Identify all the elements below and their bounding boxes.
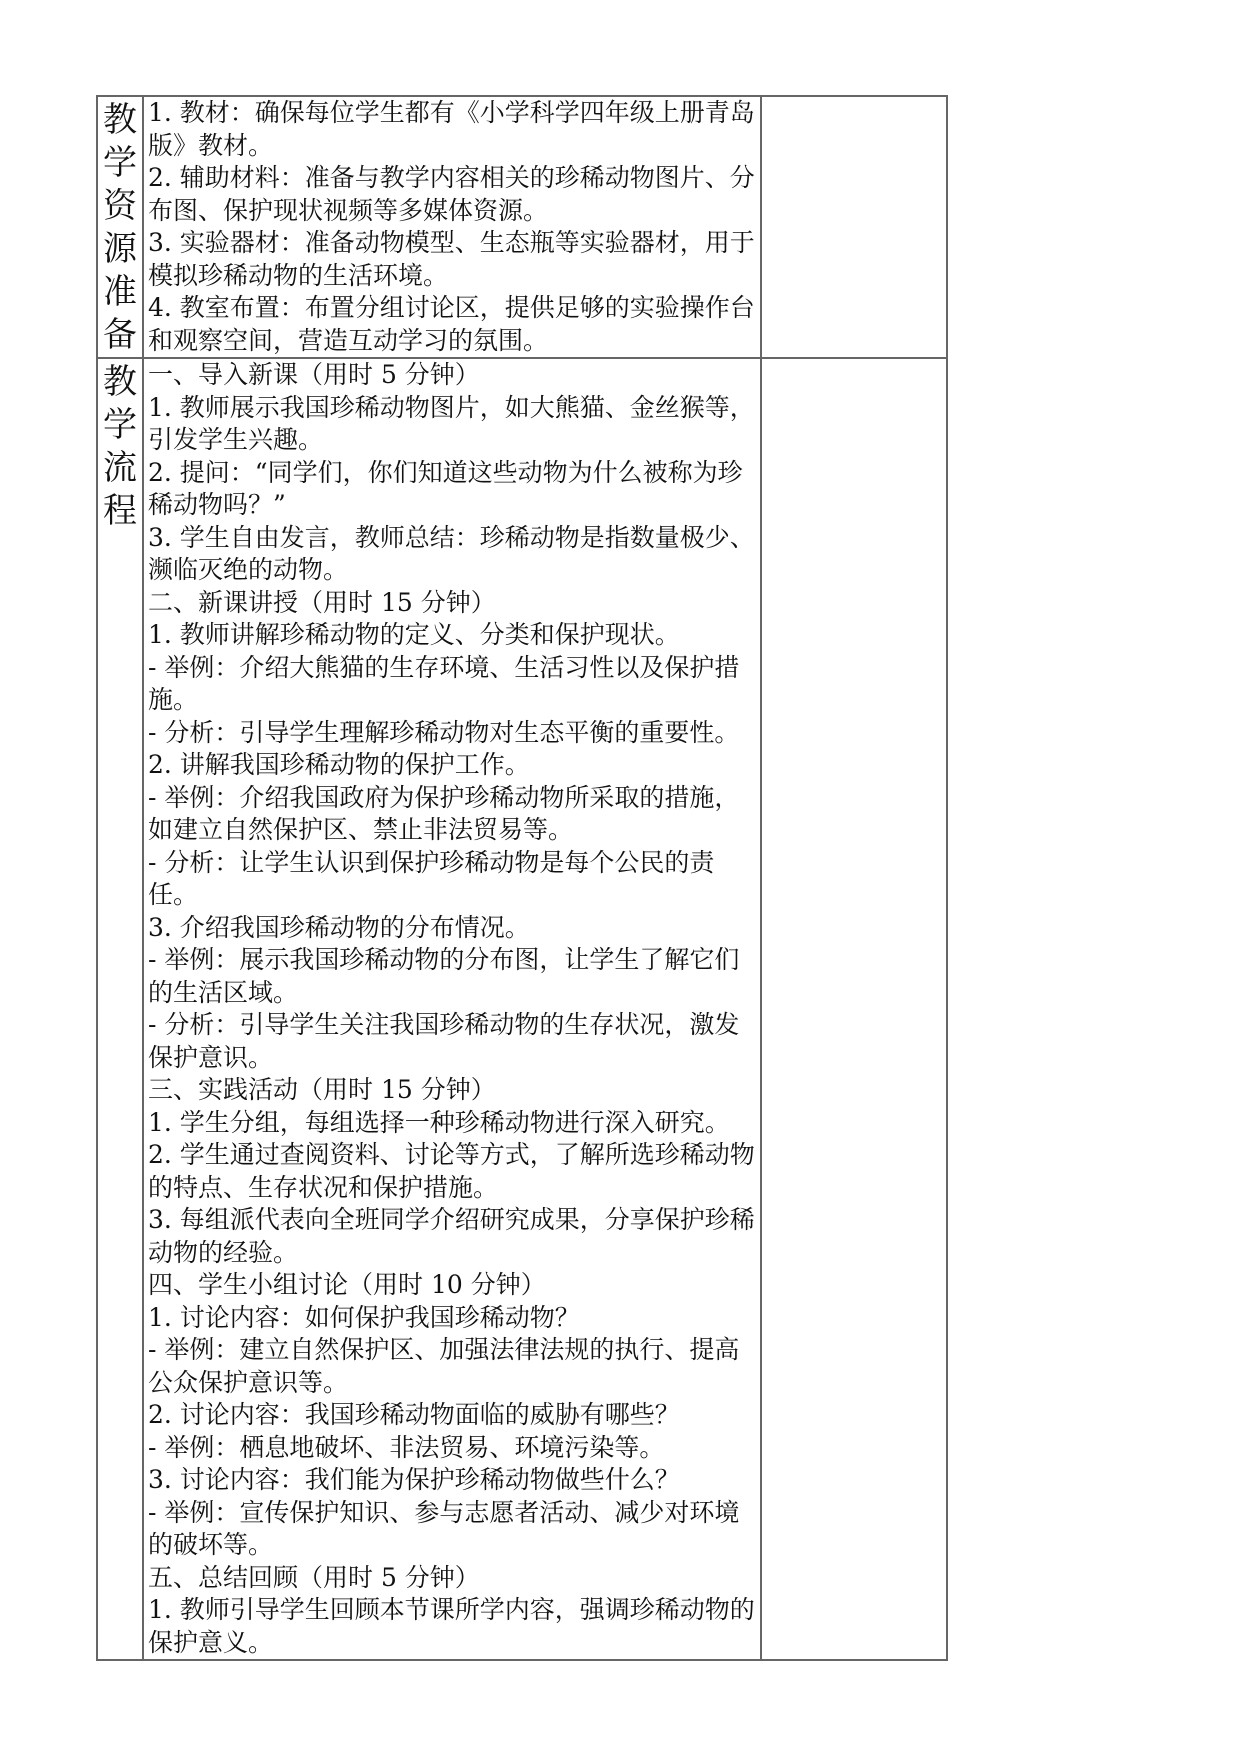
content-line: 一、导入新课（用时 5 分钟）	[148, 360, 480, 389]
row-label-char: 源	[103, 229, 137, 269]
content-line: 3. 讨论内容：我们能为保护珍稀动物做些什么？	[148, 1465, 680, 1494]
row-label-resources	[97, 96, 143, 358]
content-line: 三、实践活动（用时 15 分钟）	[148, 1075, 496, 1104]
content-line: 2. 提问：“同学们，你们知道这些动物为什么被称为珍稀动物吗？”	[148, 457, 743, 519]
row-label-char: 教	[103, 362, 137, 402]
content-line: - 分析：引导学生理解珍稀动物对生态平衡的重要性。	[148, 717, 740, 747]
process-content	[143, 358, 761, 1660]
content-line: 3. 实验器材：准备动物模型、生态瓶等实验器材，用于模拟珍稀动物的生活环境。	[148, 228, 755, 290]
content-line: 2. 讨论内容：我国珍稀动物面临的威胁有哪些？	[148, 1400, 680, 1429]
content-line: 2. 学生通过查阅资料、讨论等方式，了解所选珍稀动物的特点、生存状况和保护措施。	[148, 1140, 755, 1202]
resources-content	[143, 96, 761, 358]
row-label-process	[97, 358, 143, 1660]
content-line: - 举例：宣传保护知识、参与志愿者活动、减少对环境的破坏等。	[148, 1497, 740, 1559]
content-line: 1. 教师引导学生回顾本节课所学内容，强调珍稀动物的保护意义。	[148, 1595, 755, 1657]
content-line: 2. 辅助材料：准备与教学内容相关的珍稀动物图片、分布图、保护现状视频等多媒体资源。	[148, 163, 755, 225]
content-line: - 分析：让学生认识到保护珍稀动物是每个公民的责任。	[148, 847, 715, 909]
content-line: 4. 教室布置：布置分组讨论区，提供足够的实验操作台和观察空间，营造互动学习的氛围。	[148, 293, 755, 355]
content-line: 3. 学生自由发言，教师总结：珍稀动物是指数量极少、濒临灭绝的动物。	[148, 522, 755, 584]
content-line: 五、总结回顾（用时 5 分钟）	[148, 1562, 480, 1592]
content-line: - 举例：介绍大熊猫的生存环境、生活习性以及保护措施。	[148, 652, 740, 714]
row-label-char: 准	[103, 272, 137, 312]
row-label-char: 学	[103, 143, 137, 183]
content-line: 1. 教师展示我国珍稀动物图片，如大熊猫、金丝猴等，引发学生兴趣。	[148, 392, 755, 454]
row-label-char: 学	[103, 405, 137, 445]
content-line: 3. 介绍我国珍稀动物的分布情况。	[148, 912, 530, 942]
content-line: 1. 讨论内容：如何保护我国珍稀动物？	[148, 1302, 580, 1332]
content-line: 二、新课讲授（用时 15 分钟）	[148, 587, 496, 617]
notes-cell	[761, 96, 947, 358]
content-line: - 举例：展示我国珍稀动物的分布图，让学生了解它们的生活区域。	[148, 945, 740, 1007]
content-line: 1. 学生分组，每组选择一种珍稀动物进行深入研究。	[148, 1107, 730, 1137]
table-row-resources	[97, 96, 947, 358]
lesson-plan-table	[96, 95, 948, 1661]
content-line: - 举例：栖息地破坏、非法贸易、环境污染等。	[148, 1432, 665, 1462]
table-row-process	[97, 358, 947, 1660]
content-line: 四、学生小组讨论（用时 10 分钟）	[148, 1270, 546, 1299]
row-label-char: 程	[103, 491, 137, 531]
row-label-char: 资	[103, 186, 137, 226]
content-line: - 分析：引导学生关注我国珍稀动物的生存状况，激发保护意识。	[148, 1010, 740, 1072]
content-line: - 举例：介绍我国政府为保护珍稀动物所采取的措施，如建立自然保护区、禁止非法贸易等。	[148, 782, 740, 844]
notes-cell	[761, 358, 947, 1660]
content-line: 1. 教师讲解珍稀动物的定义、分类和保护现状。	[148, 620, 680, 649]
row-label-char: 流	[103, 448, 137, 488]
content-line: 1. 教材：确保每位学生都有《小学科学四年级上册青岛版》教材。	[148, 98, 755, 160]
content-line: - 举例：建立自然保护区、加强法律法规的执行、提高公众保护意识等。	[148, 1335, 740, 1397]
row-label-char: 备	[103, 315, 137, 355]
content-line: 2. 讲解我国珍稀动物的保护工作。	[148, 750, 530, 779]
row-label-char: 教	[103, 100, 137, 140]
content-line: 3. 每组派代表向全班同学介绍研究成果，分享保护珍稀动物的经验。	[148, 1205, 755, 1267]
